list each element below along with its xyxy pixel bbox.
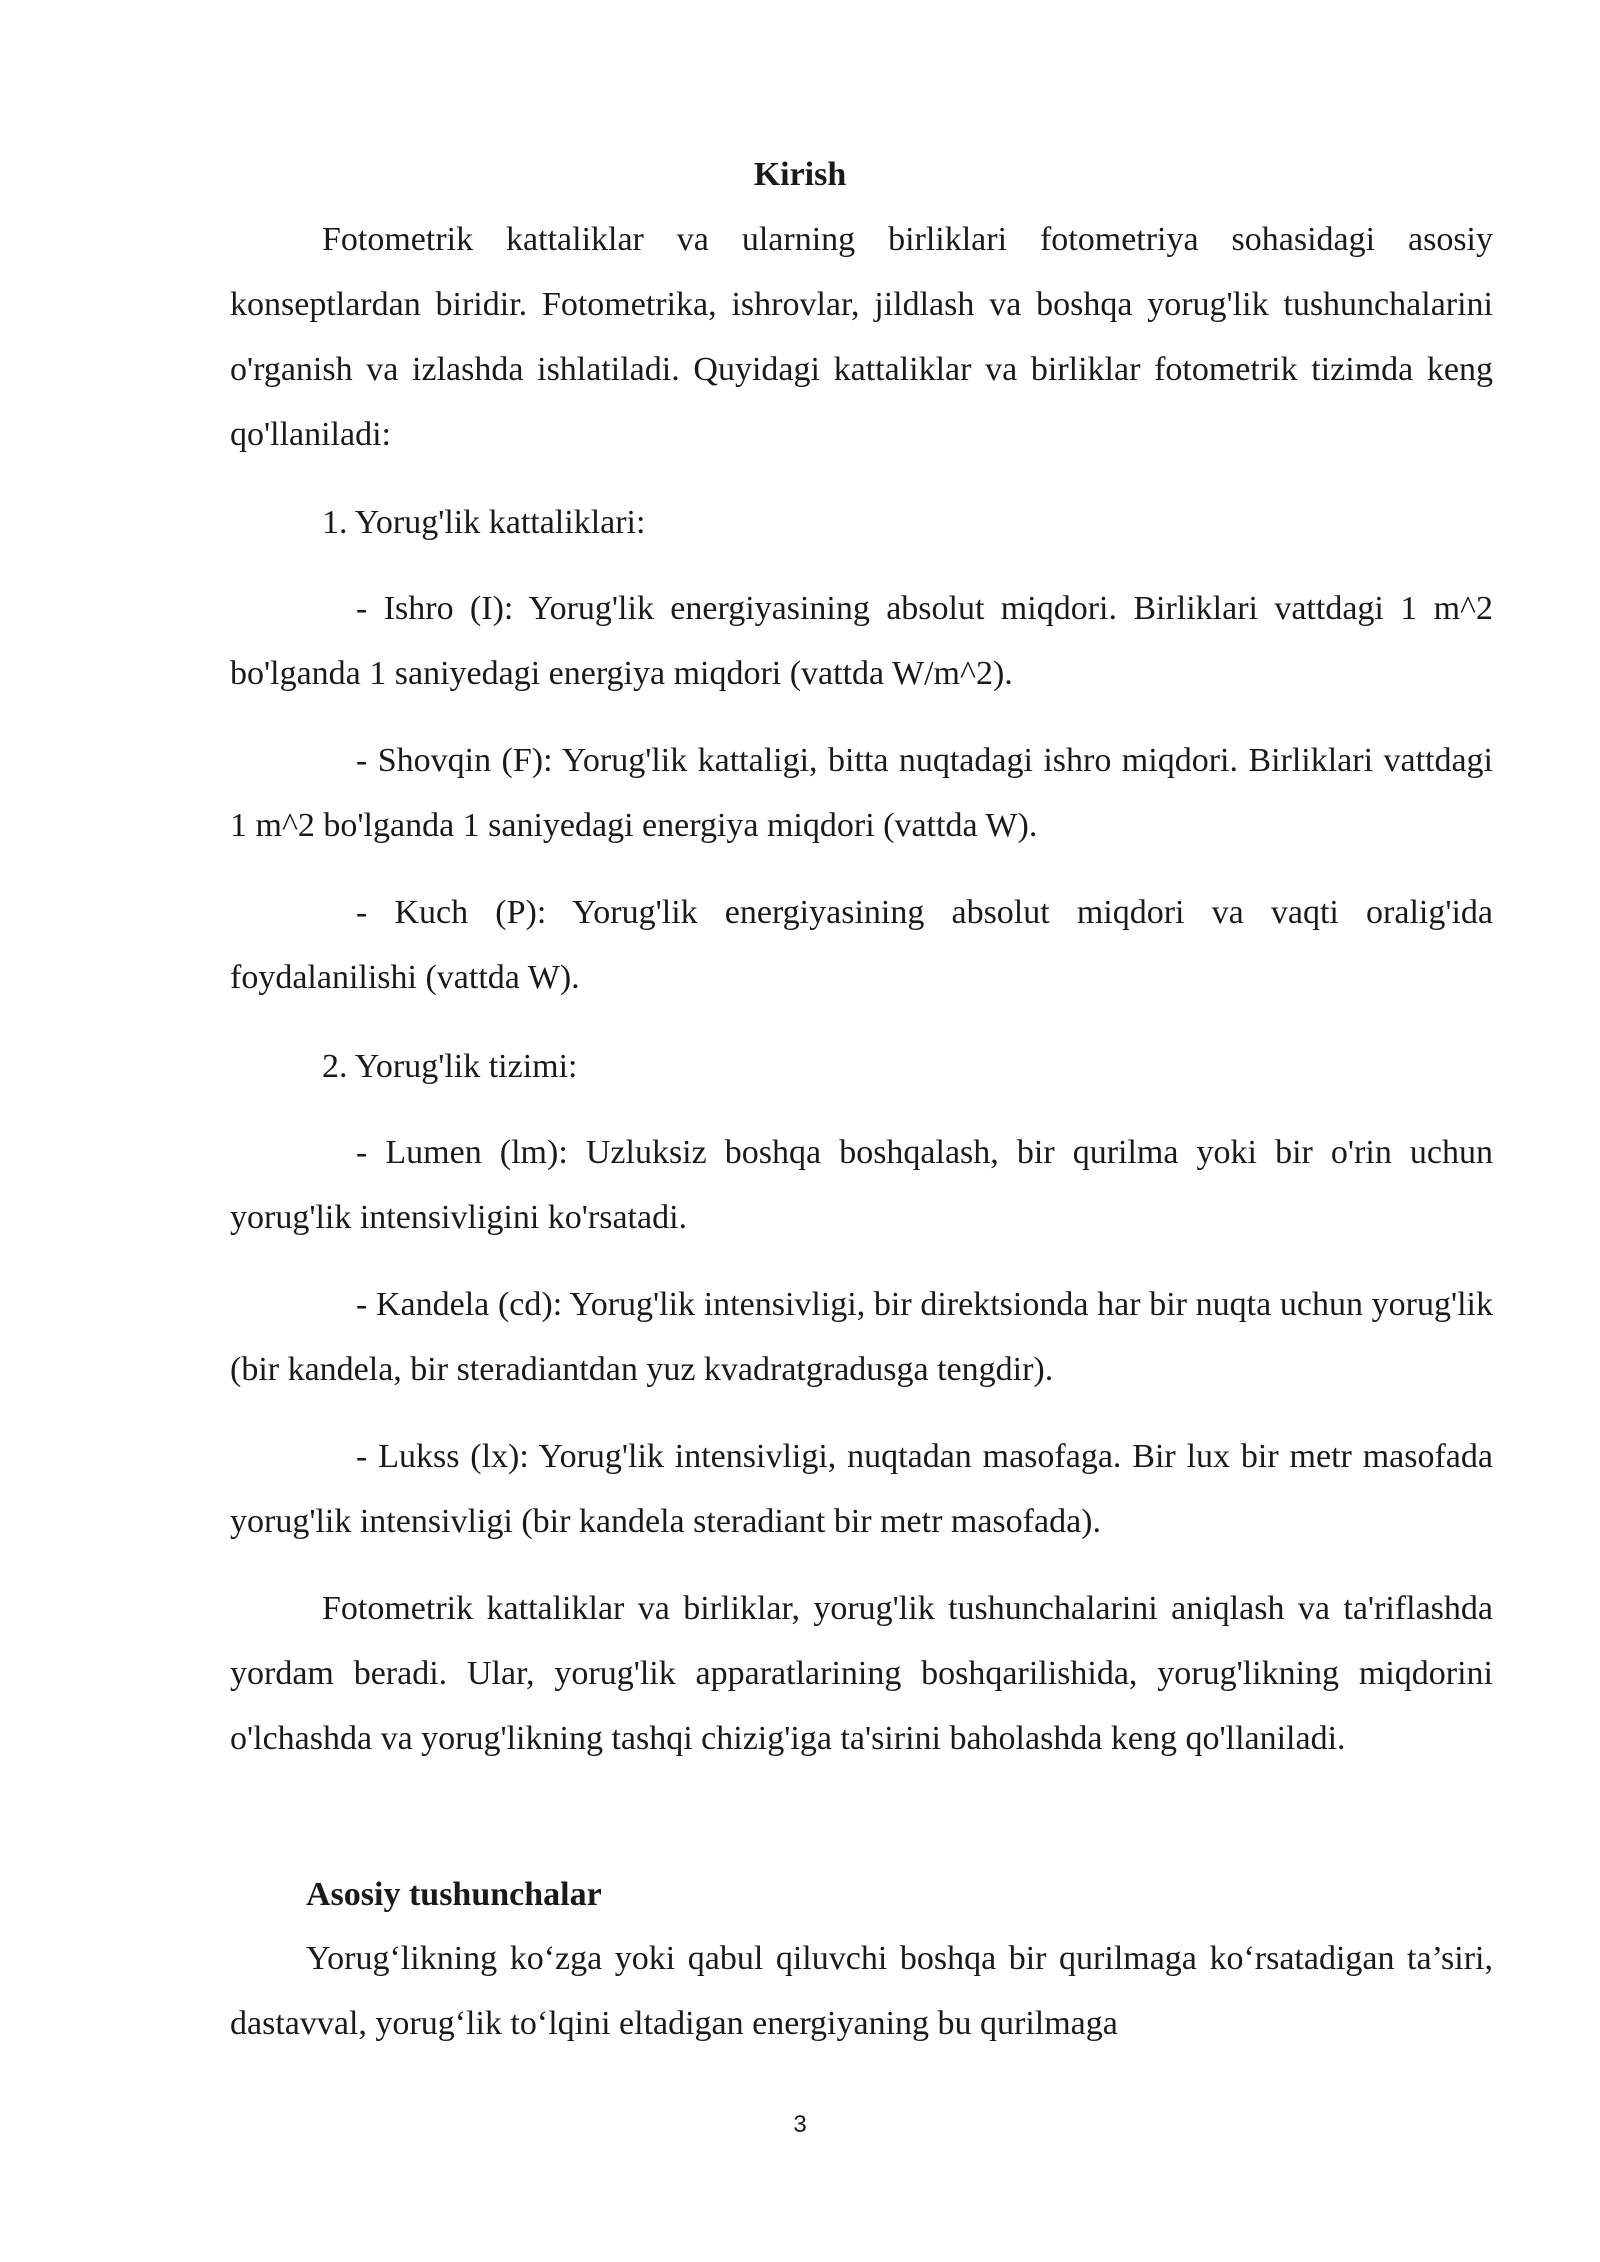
list2-item-lukss: - Lukss (lx): Yorug'lik intensivligi, nuqtadan masofaga. Bir lux bir metr masofada yorug'lik intensivligi (bir kandela steradiant bir metr masofada). <box>230 1438 1493 1540</box>
page-number: 3 <box>793 2111 807 2138</box>
list2-item-lumen: - Lumen (lm): Uzluksiz boshqa boshqalash, bir qurilma yoki bir o'rin uchun yorug'lik intensivligini ko'rsatadi. <box>230 1134 1493 1236</box>
list2-item-kandela: - Kandela (cd): Yorug'lik intensivligi, bir direktsionda har bir nuqta uchun yorug'lik (bir kandela, bir steradiantdan yuz kvadratgradusga tengdir). <box>230 1286 1493 1388</box>
document-title: Kirish <box>753 156 847 193</box>
list1-item-shovqin: - Shovqin (F): Yorug'lik kattaligi, bitta nuqtadagi ishro miqdori. Birliklari vattdagi 1 m^2 bo'lganda 1 saniyedagi energiya miqdori (vattda W). <box>230 742 1493 844</box>
list2-heading: 2. Yorug'lik tizimi: <box>322 1048 578 1085</box>
list1-item-ishro: - Ishro (I): Yorug'lik energiyasining absolut miqdori. Birliklari vattdagi 1 m^2 bo'lganda 1 saniyedagi energiya miqdori (vattda W/m^2). <box>230 590 1493 692</box>
list1-item-kuch: - Kuch (P): Yorug'lik energiyasining absolut miqdori va vaqti oralig'ida foydalanilishi (vattda W). <box>230 894 1493 996</box>
intro-paragraph: Fotometrik kattaliklar va ularning birliklari fotometriya sohasidagi asosiy konseptlardan biridir. Fotometrika, ishrovlar, jildlash va boshqa yorug'lik tushunchalarini o'rganish va izlashda ishlatiladi. Quyidagi kattaliklar va birliklar fotometrik tizimda keng qo'llaniladi: <box>230 221 1493 453</box>
section-paragraph: Yorug‘likning ko‘zga yoki qabul qiluvchi boshqa bir qurilmaga ko‘rsatadigan ta’siri, dastavval, yorug‘lik to‘lqini eltadigan energiyaning bu qurilmaga <box>230 1940 1493 2042</box>
list1-heading: 1. Yorug'lik kattaliklari: <box>322 504 646 541</box>
conclusion-paragraph: Fotometrik kattaliklar va birliklar, yorug'lik tushunchalarini aniqlash va ta'riflashda yordam beradi. Ular, yorug'lik apparatlarining boshqarilishida, yorug'likning miqdorini o'lchashda va yorug'likning tashqi chizig'iga ta'sirini baholashda keng qo'llaniladi. <box>230 1590 1493 1757</box>
section-heading: Asosiy tushunchalar <box>306 1876 602 1913</box>
